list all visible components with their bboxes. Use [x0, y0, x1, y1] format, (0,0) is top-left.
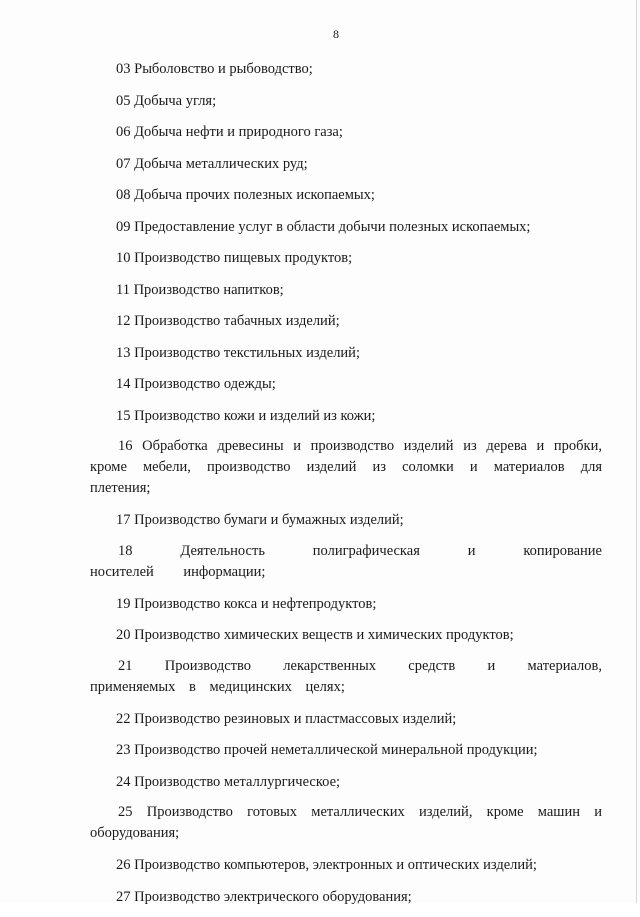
list-item: 27 Производство электрического оборудования; [116, 888, 412, 905]
list-item: 12 Производство табачных изделий; [116, 313, 340, 329]
list-item: 20 Производство химических веществ и химических продуктов; [116, 627, 514, 643]
list-item: 07 Добыча металлических руд; [116, 155, 308, 172]
list-item: 17 Производство бумаги и бумажных изделий; [116, 512, 404, 528]
list-item: 23 Производство прочей неметаллической минеральной продукции; [116, 742, 538, 758]
list-item: 10 Производство пищевых продуктов; [116, 250, 353, 266]
list-item: 08 Добыча прочих полезных ископаемых; [116, 187, 375, 203]
list-item: 24 Производство металлургическое; [116, 773, 341, 790]
list-item: 14 Производство одежды; [116, 376, 276, 392]
scan-edge-line [636, 0, 637, 903]
list-item: 05 Добыча угля; [116, 92, 217, 109]
list-item: 19 Производство кокса и нефтепродуктов; [116, 595, 377, 612]
activity-list [90, 58, 602, 917]
list-item: 13 Производство текстильных изделий; [116, 344, 360, 361]
list-item: 06 Добыча нефти и природного газа; [116, 124, 343, 140]
page-number: 8 [333, 27, 339, 41]
list-item: 09 Предоставление услуг в области добычи полезных ископаемых; [116, 218, 531, 235]
list-item: 25 Производство готовых металлических изделий, кроме машин и оборудования; [90, 804, 602, 841]
list-item: 18 Деятельность полиграфическая и копирование носителей информации; [90, 542, 602, 580]
list-item: 16 Обработка древесины и производство изделий из дерева и пробки, кроме мебели, производство изделий из соломки и материалов для плетения; [90, 438, 602, 496]
list-item: 21 Производство лекарственных средств и материалов, применяемых в медицинских целях; [90, 657, 602, 695]
list-item: 22 Производство резиновых и пластмассовых изделий; [116, 710, 457, 727]
list-item: 26 Производство компьютеров, электронных и оптических изделий; [116, 857, 537, 873]
list-item: 11 Производство напитков; [116, 281, 284, 298]
list-item: 03 Рыболовство и рыбоводство; [116, 61, 313, 77]
list-item: 15 Производство кожи и изделий из кожи; [116, 407, 376, 424]
